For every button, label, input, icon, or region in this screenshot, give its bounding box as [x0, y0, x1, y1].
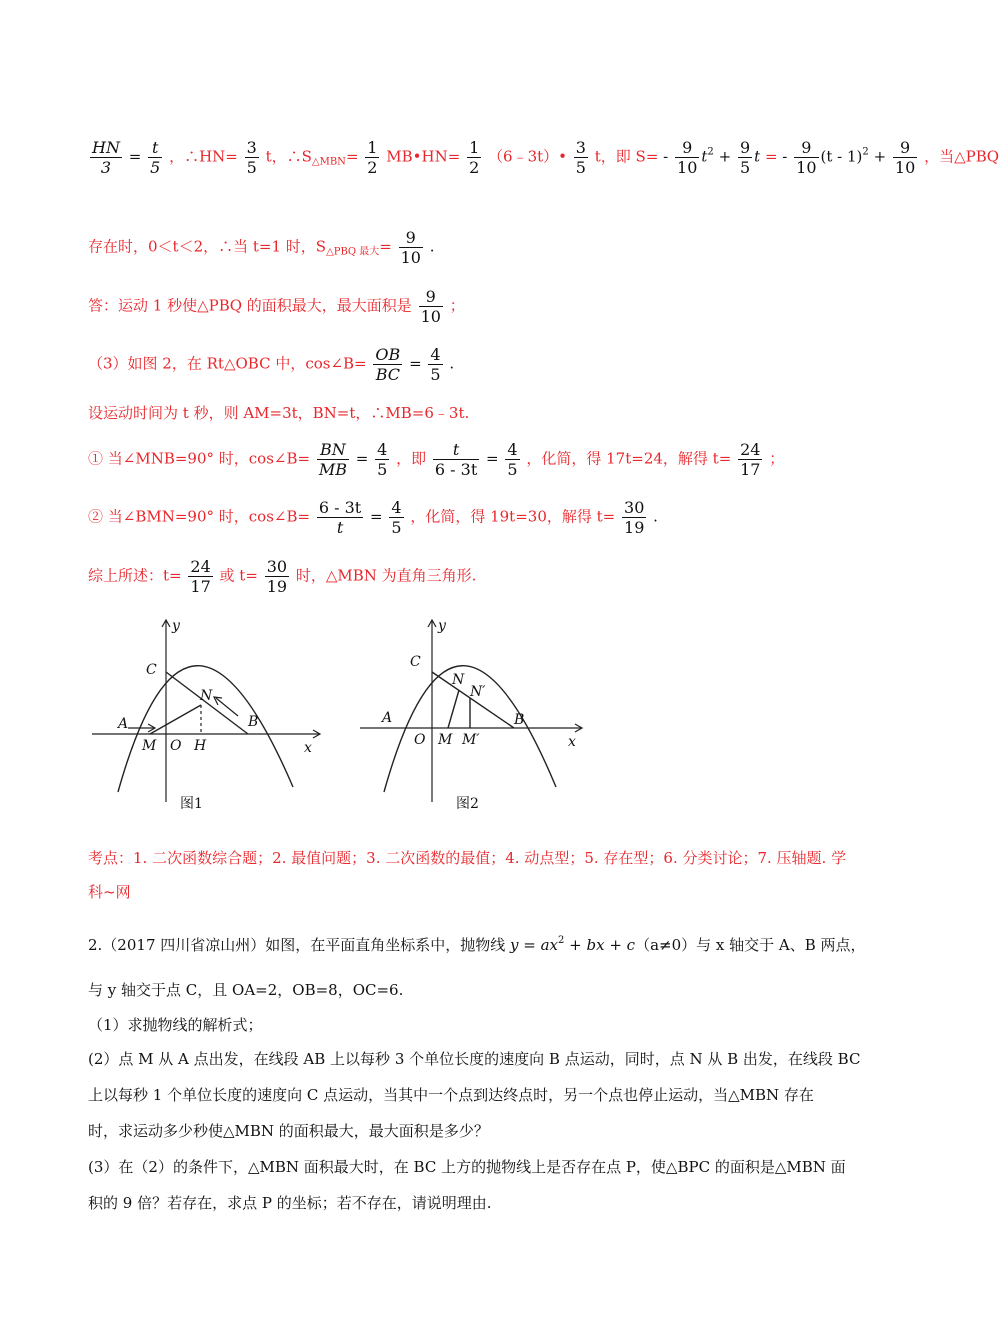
kaodian-line-1: 考点：1. 二次函数综合题；2. 最值问题；3. 二次函数的最值；4. 动点型；5. 存在型；6. 分类讨论；7. 压轴题. 学 — [88, 849, 847, 867]
fig1-label-o: O — [170, 738, 182, 754]
fraction-3-5b: $\frac{3}{5}$ — [575, 138, 586, 177]
fraction-9-10b: $\frac{9}{10}$ — [796, 138, 817, 177]
fraction-hn-3: $\frac{HN}{3}$ — [92, 138, 120, 177]
solution-line-5: 设运动时间为 t 秒，则 AM=3t，BN=t，∴MB=6﹣3t. — [88, 404, 470, 422]
problem2-q2-line-1: (2）点 M 从 A 点出发，在线段 AB 上以每秒 3 个单位长度的速度向 B 点运动，同时，点 N 从 B 出发，在线段 BC — [88, 1050, 861, 1068]
fraction-3-5: $\frac{3}{5}$ — [246, 138, 257, 177]
fraction-4-5a: $\frac{4}{5}$ — [430, 345, 441, 384]
problem2-line-2: 与 y 轴交于点 C，且 OA=2，OB=8，OC=6. — [88, 981, 404, 999]
fraction-1-2b: $\frac{1}{2}$ — [469, 138, 480, 177]
fig1-arrow-bn — [216, 698, 238, 716]
fig2-segment-cb — [432, 672, 514, 728]
solution-line-6: ① 当∠MNB=90° 时，cos∠B= $\frac{BN}{MB}$ = $\frac{4}{5}$ ，即 $\frac{t}{6 - 3t}$ = $\frac{4}{5}$ ，化简，得 17t=24，解得 t= $\frac{24}{17}$ ； — [88, 440, 785, 479]
fig1-label-m: M — [142, 738, 157, 754]
fraction-ob-bc: $\frac{OB}{BC}$ — [375, 345, 401, 384]
solution-line-8: 综上所述：t= $\frac{24}{17}$ 或 t= $\frac{30}{19}$ 时，△MBN 为直角三角形. — [88, 557, 477, 596]
fig2-label-n: N — [452, 672, 465, 688]
fraction-9-5: $\frac{9}{5}$ — [739, 138, 751, 177]
fraction-9-10a: $\frac{9}{10}$ — [677, 138, 698, 177]
kaodian-line-2: 科~网 — [88, 883, 131, 901]
fig2-label-x: x — [568, 734, 576, 750]
fig2-label-a: A — [382, 710, 393, 726]
fig1-label-h: H — [194, 738, 207, 754]
fig1-segment-mn — [150, 705, 201, 734]
problem2-q1: （1）求抛物线的解析式； — [88, 1016, 263, 1034]
fraction-4-5c: $\frac{4}{5}$ — [507, 440, 518, 479]
fraction-24-17a: $\frac{24}{17}$ — [740, 440, 761, 479]
fraction-9-10d: $\frac{9}{10}$ — [400, 228, 421, 267]
fig1-parabola — [118, 666, 293, 792]
fig1-caption: 图1 — [180, 796, 203, 812]
fig2-label-m-prime: M′ — [462, 732, 480, 748]
fraction-t-5: $\frac{t}{5}$ — [150, 138, 161, 177]
solution-line-1: $\frac{HN}{3}$ = $\frac{t}{5}$ ，∴HN= $\frac{3}{5}$ t，$\therefore S_{\triangle MBN}=$ $\frac{1}{2}$ MB•HN= $\frac{1}{2}$ （6﹣3t）• $\frac{3}{5}$ t，即 S= - $\frac{9}{10}$ $t^2$ + $\frac{9}{5}$ t = - $\frac{9}{10}$ (t - 1)$^2$ + $\frac{9}{10}$ ，当△PBQ — [92, 138, 999, 177]
fig2-caption: 图2 — [456, 796, 479, 812]
fig1-label-b: B — [248, 714, 259, 730]
fig2-label-n-prime: N′ — [470, 684, 486, 700]
problem2-intro: 2.（2017 四川省凉山州）如图，在平面直角坐标系中，抛物线 $y = ax^2$ + bx + c（a≠0）与 x 轴交于 A、B 两点， — [88, 935, 866, 954]
problem2-q3-line-2: 积的 9 倍？若存在，求点 P 的坐标；若不存在，请说明理由. — [88, 1194, 492, 1212]
fraction-9-10e: $\frac{9}{10}$ — [420, 287, 441, 326]
fraction-30-19a: $\frac{30}{19}$ — [624, 498, 645, 537]
fig2-label-c: C — [410, 654, 421, 670]
fraction-1-2: $\frac{1}{2}$ — [367, 138, 378, 177]
fig1-label-a: A — [118, 716, 129, 732]
fraction-24-17b: $\frac{24}{17}$ — [190, 557, 211, 596]
fig2-label-m: M — [438, 732, 453, 748]
solution-line-2: 存在时，0＜t＜2，∴当 t=1 时，$S_{\triangle PBQ 最大}=$ $\frac{9}{10}$ . — [88, 228, 435, 267]
fig1-label-y: y — [172, 618, 180, 634]
solution-line-3: 答：运动 1 秒使△PBQ 的面积最大，最大面积是 $\frac{9}{10}$ ； — [88, 287, 465, 326]
fraction-30-19b: $\frac{30}{19}$ — [266, 557, 288, 596]
fraction-t-6-3t: $\frac{t}{6 - 3t}$ — [434, 440, 478, 479]
fraction-6-3t-t: $\frac{6 - 3t}{t}$ — [318, 498, 362, 537]
solution-line-7: ② 当∠BMN=90° 时，cos∠B= $\frac{6 - 3t}{t}$ = $\frac{4}{5}$ ，化简，得 19t=30，解得 t= $\frac{30}{19}$ . — [88, 498, 658, 537]
fig1-label-x: x — [304, 740, 312, 756]
fig1-label-c: C — [146, 662, 157, 678]
fig1-arrow-bn-head-icon — [214, 697, 222, 705]
fig2-label-b: B — [514, 712, 525, 728]
fig2-label-o: O — [414, 732, 426, 748]
fraction-4-5d: $\frac{4}{5}$ — [391, 498, 402, 537]
problem2-q2-line-2: 上以每秒 1 个单位长度的速度向 C 点运动，当其中一个点到达终点时，另一个点也停止运动，当△MBN 存在 — [88, 1086, 814, 1104]
fraction-4-5b: $\frac{4}{5}$ — [377, 440, 388, 479]
problem2-q2-line-3: 时，求运动多少秒使△MBN 的面积最大，最大面积是多少？ — [88, 1122, 489, 1140]
solution-line-4: （3）如图 2，在 Rt△OBC 中，cos∠B= $\frac{OB}{BC}$ = $\frac{4}{5}$ . — [88, 345, 455, 384]
fig2-label-y: y — [438, 618, 446, 634]
fig1-label-n: N — [200, 688, 213, 704]
fig2-segment-mn — [448, 690, 459, 728]
figure-1 — [88, 612, 328, 817]
fraction-bn-mb: $\frac{BN}{MB}$ — [318, 440, 347, 479]
problem2-q3-line-1: (3）在（2）的条件下，△MBN 面积最大时，在 BC 上方的抛物线上是否存在点 P，使△BPC 的面积是△MBN 面 — [88, 1158, 846, 1176]
fraction-9-10c: $\frac{9}{10}$ — [894, 138, 916, 177]
figure-2 — [356, 612, 596, 817]
